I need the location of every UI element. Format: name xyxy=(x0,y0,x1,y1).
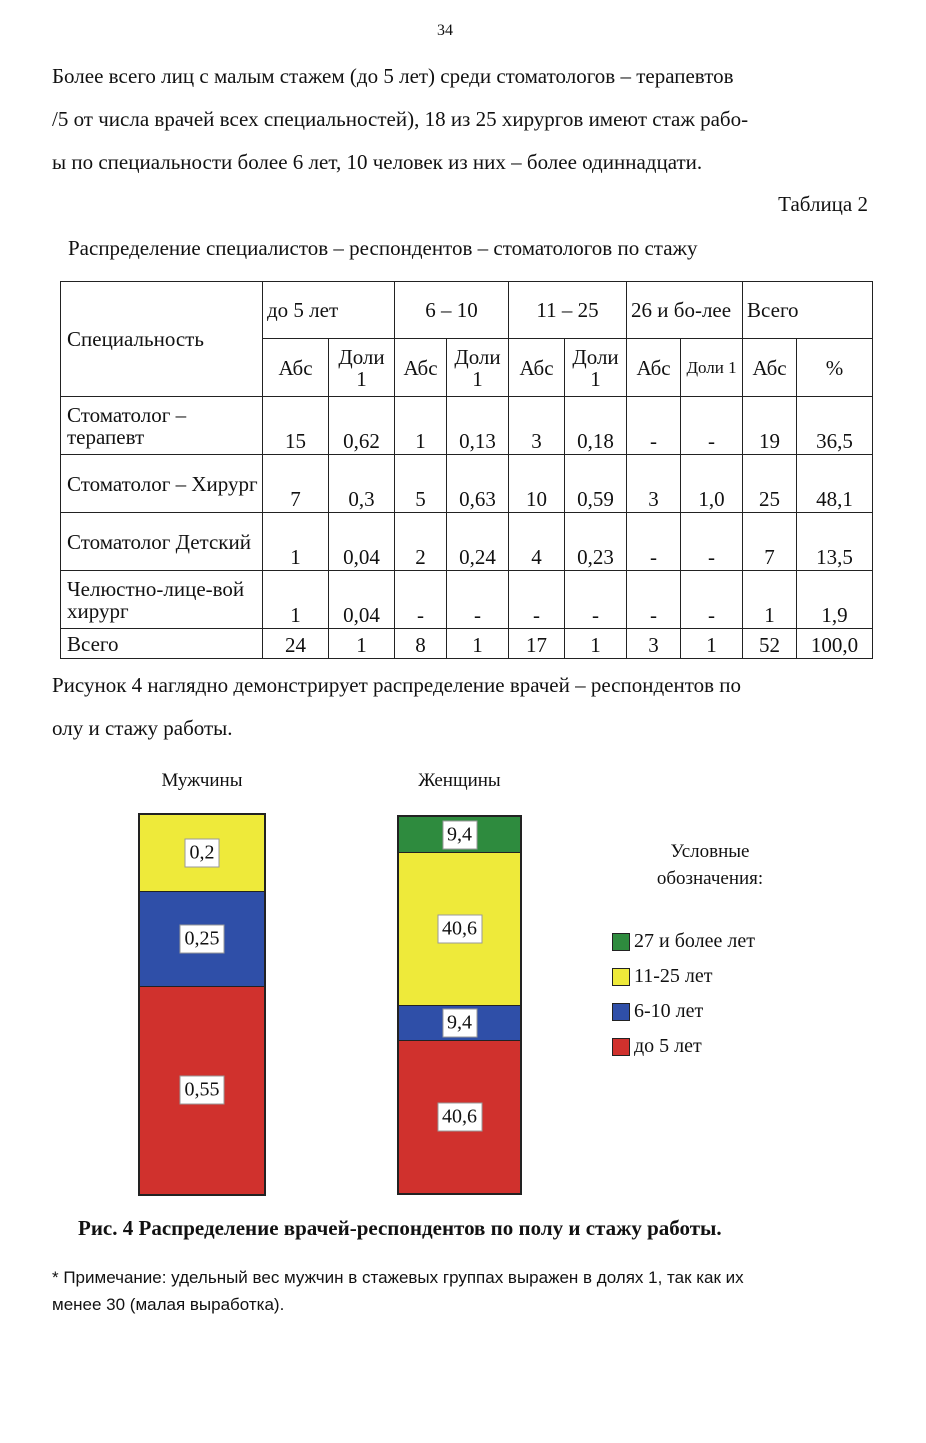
table-cell: 4 xyxy=(509,513,565,571)
table-cell: 7 xyxy=(263,455,329,513)
bar-segment xyxy=(140,986,264,1194)
intro-line: Более всего лиц с малым стажем (до 5 лет) среди стоматологов – терапевтов xyxy=(52,64,734,88)
table-cell: 0,18 xyxy=(565,397,627,455)
subheader-cell: Доли 1 xyxy=(329,339,395,397)
subheader-cell: Абс xyxy=(263,339,329,397)
header-specialty: Специальность xyxy=(61,282,263,397)
header-group: 11 – 25 xyxy=(509,282,627,339)
table-cell: 0,3 xyxy=(329,455,395,513)
table-cell: 0,04 xyxy=(329,571,395,629)
legend-swatch xyxy=(612,1038,630,1056)
legend-swatch xyxy=(612,1003,630,1021)
segment-label: 0,25 xyxy=(180,924,225,953)
table-row xyxy=(61,629,873,659)
experience-table xyxy=(60,281,873,659)
header-group: Всего xyxy=(743,282,873,339)
table-cell: 1 xyxy=(743,571,797,629)
header-group: 6 – 10 xyxy=(395,282,509,339)
footnote-line: * Примечание: удельный вес мужчин в стажевых группах выражен в долях 1, так как их xyxy=(52,1268,744,1287)
table-cell: 1 xyxy=(329,629,395,659)
table-cell: 13,5 xyxy=(797,513,873,571)
subheader-cell: Доли 1 xyxy=(565,339,627,397)
legend-swatch xyxy=(612,968,630,986)
legend-label: 11-25 лет xyxy=(634,965,713,987)
bar-segment xyxy=(399,1005,520,1040)
figure-intro-line: олу и стажу работы. xyxy=(52,716,233,740)
bar-women xyxy=(397,815,522,1195)
table-cell: 0,23 xyxy=(565,513,627,571)
table-cell: - xyxy=(627,571,681,629)
table-cell: - xyxy=(509,571,565,629)
figure-intro-line: Рисунок 4 наглядно демонстрирует распределение врачей – респондентов по xyxy=(52,673,742,697)
legend-item xyxy=(612,959,755,994)
bar-segment xyxy=(399,852,520,1005)
table-cell: 2 xyxy=(395,513,447,571)
page-number: 34 xyxy=(437,22,453,39)
legend-swatch xyxy=(612,933,630,951)
subheader-cell: Абс xyxy=(395,339,447,397)
bar-segment xyxy=(399,1040,520,1193)
table-cell: - xyxy=(681,571,743,629)
legend-item xyxy=(612,1029,755,1064)
table-cell: 52 xyxy=(743,629,797,659)
legend-label: 27 и более лет xyxy=(634,930,755,952)
intro-paragraph xyxy=(52,55,882,184)
footnote-line: менее 30 (малая выработка). xyxy=(52,1295,285,1314)
segment-label: 9,4 xyxy=(442,1009,477,1038)
row-specialty: Стоматолог Детский xyxy=(61,513,263,571)
segment-label: 40,6 xyxy=(437,915,482,944)
subheader-cell: Доли 1 xyxy=(447,339,509,397)
segment-label: 0,55 xyxy=(180,1076,225,1105)
table-cell: 1,9 xyxy=(797,571,873,629)
table-cell: 0,24 xyxy=(447,513,509,571)
header-group: до 5 лет xyxy=(263,282,395,339)
table-cell: 0,04 xyxy=(329,513,395,571)
bar-men xyxy=(138,813,266,1196)
bar-segment xyxy=(399,817,520,852)
table-cell: - xyxy=(627,397,681,455)
table-title: Распределение специалистов – респондентов – стоматологов по стажу xyxy=(68,236,698,260)
figure-caption: Рис. 4 Распределение врачей-респондентов по полу и стажу работы. xyxy=(78,1216,722,1240)
table-row xyxy=(61,513,873,571)
table-row xyxy=(61,571,873,629)
bar-segment xyxy=(140,815,264,891)
segment-label: 40,6 xyxy=(437,1103,482,1132)
table-cell: 7 xyxy=(743,513,797,571)
footnote xyxy=(52,1264,892,1318)
table-cell: 3 xyxy=(627,455,681,513)
subheader-cell: Абс xyxy=(743,339,797,397)
table-cell: 24 xyxy=(263,629,329,659)
table-cell: 0,63 xyxy=(447,455,509,513)
table-cell: 1 xyxy=(263,571,329,629)
table-cell: - xyxy=(627,513,681,571)
table-cell: 10 xyxy=(509,455,565,513)
table-cell: - xyxy=(681,513,743,571)
table-cell: 0,62 xyxy=(329,397,395,455)
table-cell: 25 xyxy=(743,455,797,513)
header-group: 26 и бо-лее xyxy=(627,282,743,339)
figure-intro xyxy=(52,664,882,750)
table-cell: 1,0 xyxy=(681,455,743,513)
row-specialty: Всего xyxy=(61,629,263,659)
legend-title: Условные обозначения: xyxy=(656,841,764,889)
table-cell: 3 xyxy=(509,397,565,455)
table-cell: 0,59 xyxy=(565,455,627,513)
legend-item xyxy=(612,994,755,1029)
table-cell: - xyxy=(395,571,447,629)
bar-segment xyxy=(140,891,264,986)
table-cell: 3 xyxy=(627,629,681,659)
legend-label: 6-10 лет xyxy=(634,1000,704,1022)
subheader-cell: Доли 1 xyxy=(681,339,743,397)
table-cell: 1 xyxy=(395,397,447,455)
legend-label: до 5 лет xyxy=(634,1035,702,1057)
table-cell: 1 xyxy=(681,629,743,659)
chart-legend xyxy=(612,924,755,1064)
table-cell: 15 xyxy=(263,397,329,455)
table-cell: 100,0 xyxy=(797,629,873,659)
table-cell: 0,13 xyxy=(447,397,509,455)
chart-category-men: Мужчины xyxy=(161,770,243,791)
subheader-cell: Абс xyxy=(509,339,565,397)
table-cell: 48,1 xyxy=(797,455,873,513)
table-cell: 19 xyxy=(743,397,797,455)
intro-line: ы по специальности более 6 лет, 10 человек из них – более одиннадцати. xyxy=(52,150,703,174)
segment-label: 0,2 xyxy=(185,838,220,867)
row-specialty: Стоматолог – терапевт xyxy=(61,397,263,455)
table-cell: - xyxy=(565,571,627,629)
table-label: Таблица 2 xyxy=(778,192,868,216)
intro-line: /5 от числа врачей всех специальностей), 18 из 25 хирургов имеют стаж рабо- xyxy=(52,107,749,131)
table-cell: - xyxy=(447,571,509,629)
row-specialty: Челюстно-лице-вой хирург xyxy=(61,571,263,629)
table-row xyxy=(61,455,873,513)
table-cell: 8 xyxy=(395,629,447,659)
table-cell: 36,5 xyxy=(797,397,873,455)
table-cell: 1 xyxy=(447,629,509,659)
table-row xyxy=(61,397,873,455)
chart-category-women: Женщины xyxy=(418,770,501,791)
table-cell: 1 xyxy=(263,513,329,571)
table-cell: 1 xyxy=(565,629,627,659)
table-cell: - xyxy=(681,397,743,455)
subheader-cell: % xyxy=(797,339,873,397)
segment-label: 9,4 xyxy=(442,820,477,849)
table-cell: 5 xyxy=(395,455,447,513)
row-specialty: Стоматолог – Хирург xyxy=(61,455,263,513)
table-cell: 17 xyxy=(509,629,565,659)
subheader-cell: Абс xyxy=(627,339,681,397)
legend-item xyxy=(612,924,755,959)
